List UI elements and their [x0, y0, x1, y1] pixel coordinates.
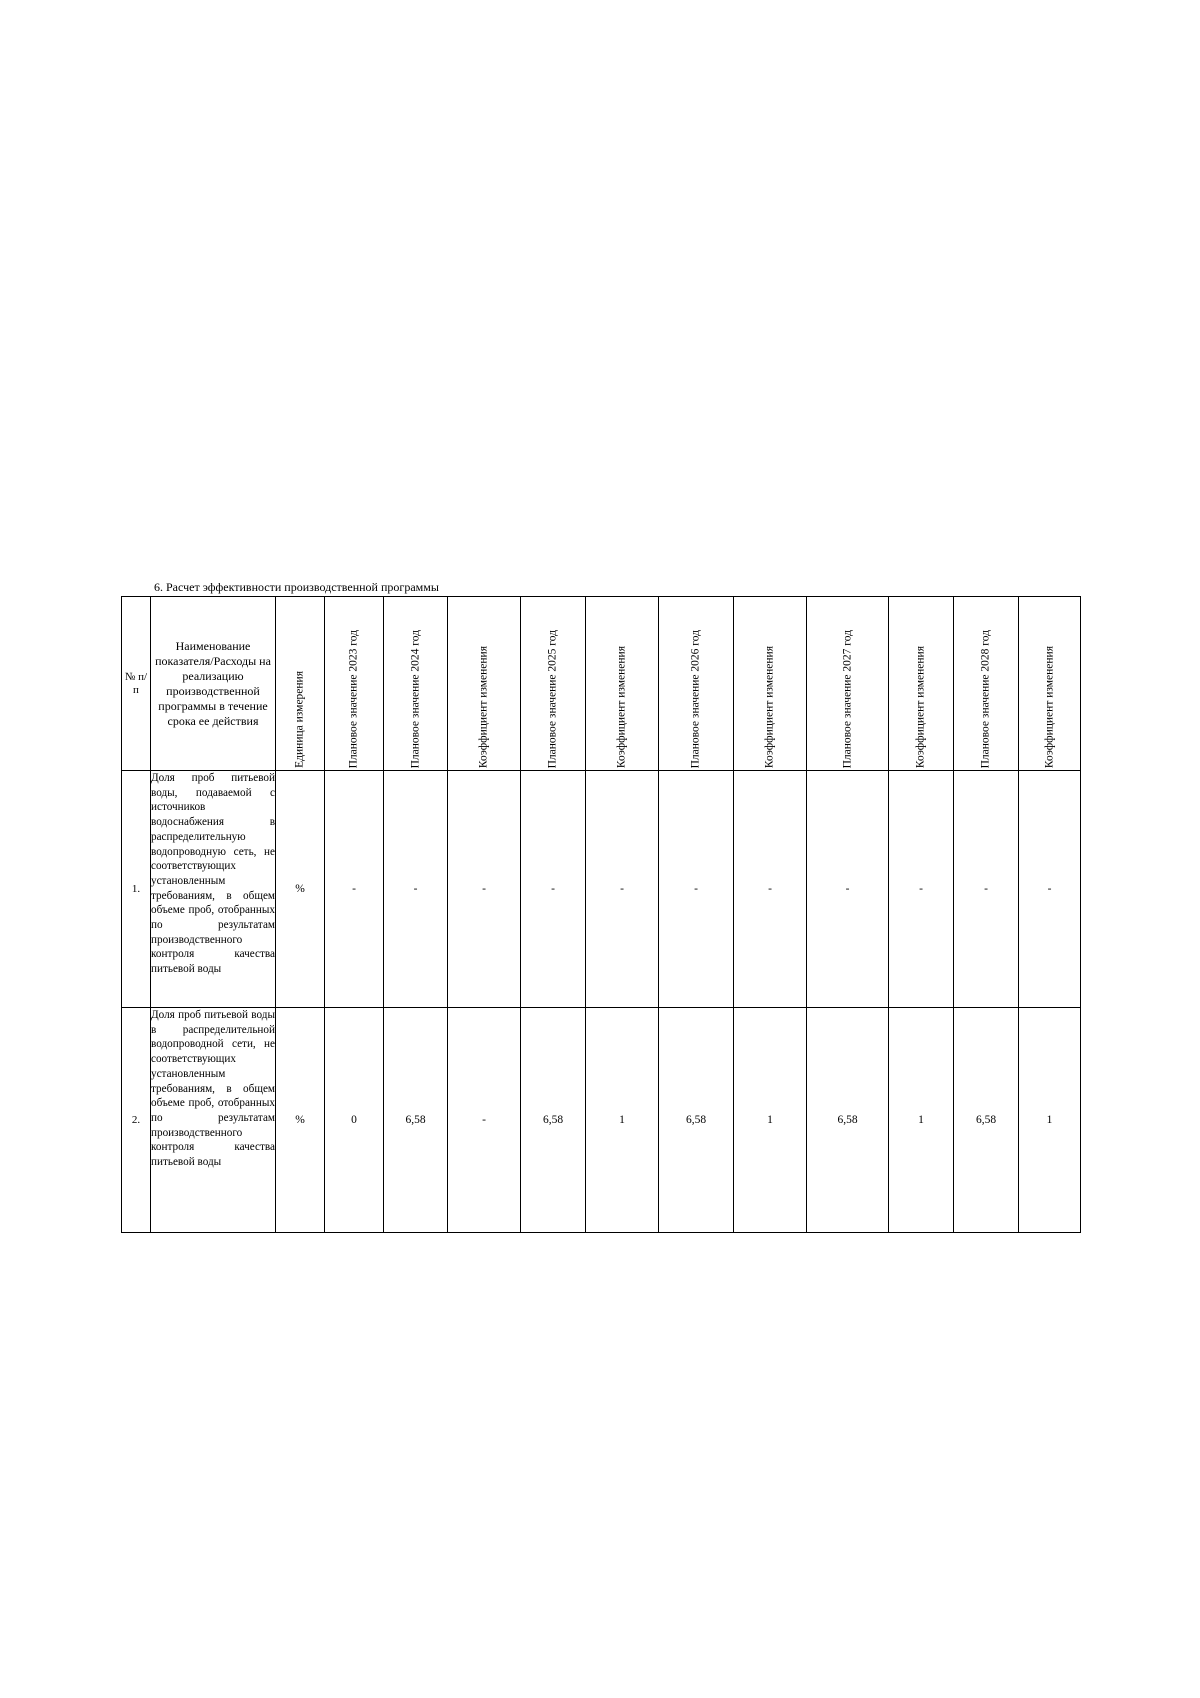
row-num: 2. [122, 1008, 151, 1233]
header-coef-2025-label: Коэффициент изменения [615, 645, 628, 768]
header-name: Наименование показателя/Расходы на реализацию производственной программы в течение срока ее действия [151, 597, 276, 771]
cell-plan-2023: 0 [325, 1008, 384, 1233]
cell-plan-2023: - [325, 771, 384, 1008]
header-plan-2028-label: Плановое значение 2028 год [979, 629, 992, 768]
header-plan-2025-label: Плановое значение 2025 год [546, 629, 559, 768]
header-plan-2024-label: Плановое значение 2024 год [409, 629, 421, 768]
row-num: 1. [122, 771, 151, 1008]
header-unit [276, 597, 325, 771]
header-coef-2027 [889, 597, 954, 771]
header-plan-2028 [954, 597, 1019, 771]
cell-plan-2026: 6,58 [659, 1008, 734, 1233]
header-coef-2025 [586, 597, 659, 771]
cell-plan-2025: 6,58 [521, 1008, 586, 1233]
cell-coef-2026: - [734, 771, 807, 1008]
header-coef-2028 [1019, 597, 1081, 771]
cell-coef-2024: - [448, 1008, 521, 1233]
header-plan-2027-label: Плановое значение 2027 год [841, 629, 853, 768]
header-coef-2024 [448, 597, 521, 771]
section-title: 6. Расчет эффективности производственной программы [154, 580, 439, 594]
cell-plan-2024: 6,58 [384, 1008, 448, 1233]
header-coef-2026 [734, 597, 807, 771]
cell-coef-2027: - [889, 771, 954, 1008]
table-row [122, 771, 1081, 1008]
cell-plan-2025: - [521, 771, 586, 1008]
header-plan-2023 [325, 597, 384, 771]
header-plan-2027 [807, 597, 889, 771]
header-plan-2023-label: Плановое значение 2023 год [347, 629, 360, 768]
cell-plan-2027: 6,58 [807, 1008, 889, 1233]
table-row [122, 1008, 1081, 1233]
cell-coef-2025: - [586, 771, 659, 1008]
cell-coef-2027: 1 [889, 1008, 954, 1233]
table-header-row [122, 597, 1081, 771]
header-coef-2026-label: Коэффициент изменения [763, 645, 776, 768]
header-coef-2028-label: Коэффициент изменения [1043, 645, 1055, 768]
cell-plan-2028: - [954, 771, 1019, 1008]
cell-plan-2027: - [807, 771, 889, 1008]
cell-coef-2028: - [1019, 771, 1081, 1008]
cell-plan-2024: - [384, 771, 448, 1008]
header-plan-2026-label: Плановое значение 2026 год [689, 629, 702, 768]
header-plan-2026 [659, 597, 734, 771]
header-plan-2025 [521, 597, 586, 771]
row-unit: % [276, 771, 325, 1008]
cell-coef-2025: 1 [586, 1008, 659, 1233]
efficiency-table [121, 596, 1081, 1233]
cell-coef-2026: 1 [734, 1008, 807, 1233]
header-coef-2024-label: Коэффициент изменения [477, 645, 490, 768]
cell-plan-2028: 6,58 [954, 1008, 1019, 1233]
header-plan-2024 [384, 597, 448, 771]
cell-coef-2024: - [448, 771, 521, 1008]
header-num: № п/п [122, 597, 151, 771]
header-coef-2027-label: Коэффициент изменения [914, 645, 927, 768]
header-unit-label: Единица измерения [293, 671, 306, 768]
cell-coef-2028: 1 [1019, 1008, 1081, 1233]
row-name: Доля проб питьевой воды в распределительной водопроводной сети, не соответствующих установленным требованиям, в общем объеме проб, отобранных по результатам производственного контроля качества питьевой воды [151, 1008, 276, 1233]
row-unit: % [276, 1008, 325, 1233]
row-name: Доля проб питьевой воды, подаваемой с источников водоснабжения в распределительную водопроводную сеть, не соответствующих установленным требованиям, в общем объеме проб, отобранных по результатам производственного контроля качества питьевой воды [151, 771, 276, 1008]
cell-plan-2026: - [659, 771, 734, 1008]
